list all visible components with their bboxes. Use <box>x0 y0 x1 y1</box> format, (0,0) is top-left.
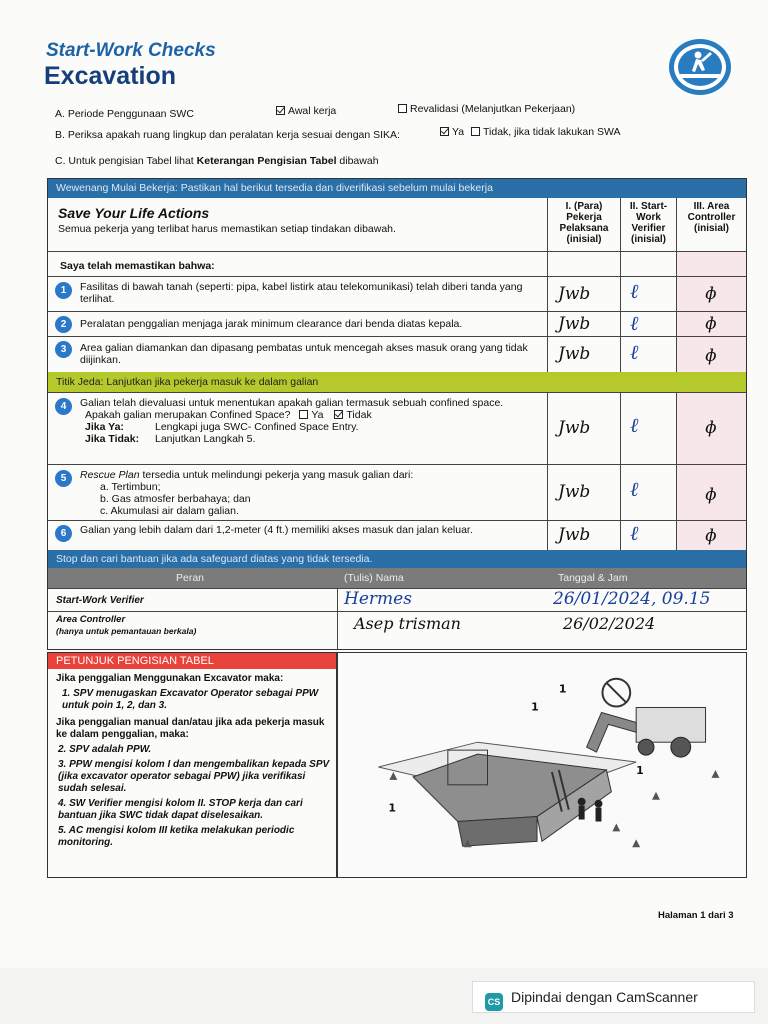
worker-signature-5: Jwb <box>558 482 591 502</box>
excavation-worker-logo <box>668 38 732 96</box>
svg-text:1: 1 <box>388 801 396 815</box>
instr-item-1: 1. SPV menugaskan Excavator Operator sebagai PPW untuk poin 1, 2, dan 3. <box>62 688 319 711</box>
check-row-5 <box>48 464 746 520</box>
role-header: Peran <box>176 572 205 584</box>
form-title: Start-Work Checks <box>46 40 216 61</box>
camscanner-logo-icon: CS <box>485 993 503 1011</box>
row-text-2: Peralatan penggalian menjaga jarak minimum clearance dari benda diatas kepala. <box>80 318 463 330</box>
row-number-1: 1 <box>55 282 72 299</box>
confirm-row <box>48 251 746 276</box>
form-subtitle: Excavation <box>44 62 177 90</box>
row-number-6: 6 <box>55 525 72 542</box>
scope-check-label: B. Periksa apakah ruang lingkup dan peralatan kerja sesuai dengan SIKA: <box>55 129 400 141</box>
confined-no-checkbox[interactable] <box>334 410 343 419</box>
instr-item-3: 3. PPW mengisi kolom I dan mengembalikan kepada SPV (jika excavator operator sebagai PPW) jika verifikasi sudah selesai. <box>58 759 330 794</box>
stop-bar: Stop dan cari bantuan jika ada safeguard diatas yang tidak tersedia. <box>48 550 746 568</box>
col-verifier-header: II. Start-Work Verifier (inisial) <box>629 201 668 245</box>
date-header: Tanggal & Jam <box>558 572 628 584</box>
check-row-1 <box>48 276 746 311</box>
period-option-revalidate[interactable] <box>398 103 575 115</box>
line-c-bold: Keterangan Pengisian Tabel <box>196 155 337 167</box>
table-header-row <box>48 198 746 251</box>
scope-yes-label: Ya <box>452 126 465 138</box>
controller-sign-row <box>48 611 746 650</box>
row-number-5: 5 <box>55 470 72 487</box>
row-number-3: 3 <box>55 341 72 358</box>
scope-no-label: Tidak, jika tidak lakukan SWA <box>483 126 621 138</box>
worker-signature-3: Jwb <box>558 344 591 364</box>
verifier-signature-3: ℓ <box>630 340 639 364</box>
verifier-signature-4: ℓ <box>630 413 639 437</box>
instr-p2: Jika penggalian manual dan/atau jika ada pekerja masuk ke dalam penggalian, maka: <box>56 717 325 740</box>
area-signature-6: ɸ <box>705 526 717 546</box>
svg-text:1: 1 <box>636 763 644 777</box>
table-instruction-line <box>55 155 379 167</box>
if-no-label: Jika Tidak: <box>85 433 140 445</box>
row5-line1 <box>80 469 540 481</box>
camscanner-watermark <box>472 981 755 1013</box>
worker-signature-6: Jwb <box>558 525 591 545</box>
worker-signature-4: Jwb <box>558 418 591 438</box>
verifier-signature-5: ℓ <box>630 477 639 501</box>
col-worker-header: I. (Para) Pekerja Pelaksana (inisial) <box>559 201 609 245</box>
instr-p1: Jika penggalian Menggunakan Excavator maka: <box>56 673 284 684</box>
row4-if-yes <box>80 421 540 433</box>
scope-yes-checkbox[interactable] <box>440 127 449 136</box>
row5-line1-text: tersedia untuk melindungi pekerja yang masuk galian dari: <box>139 469 414 481</box>
worker-signature-1: Jwb <box>558 284 591 304</box>
revalidate-label: Revalidasi (Melanjutkan Pekerjaan) <box>410 103 576 115</box>
check-row-4 <box>48 392 746 464</box>
row-text-3: Area galian diamankan dan dipasang pembatas untuk mencegah akses masuk orang yang tidak diijinkan. <box>80 342 528 366</box>
rescue-plan-label: Rescue Plan <box>80 469 140 481</box>
row-number-2: 2 <box>55 316 72 333</box>
controller-name[interactable]: Asep trisman <box>354 614 461 633</box>
row4-if-no <box>80 433 540 445</box>
svg-text:1: 1 <box>531 700 539 714</box>
area-signature-5: ɸ <box>705 485 717 505</box>
controller-date[interactable]: 26/02/2024 <box>563 614 656 633</box>
instructions-body <box>56 673 331 849</box>
period-label: A. Periode Penggunaan SWC <box>55 108 194 120</box>
row5-item-c: c. Akumulasi air dalam galian. <box>100 505 239 517</box>
verifier-signature-2: ℓ <box>630 311 639 335</box>
row5-item-b: b. Gas atmosfer berbahaya; dan <box>100 493 251 505</box>
verifier-name[interactable]: Hermes <box>344 589 412 609</box>
instr-item-5: 5. AC mengisi kolom III ketika melakukan periodic monitoring. <box>58 825 295 848</box>
verifier-signature-6: ℓ <box>630 521 639 545</box>
line-c-suffix: dibawah <box>336 155 379 167</box>
svg-text:1: 1 <box>558 682 567 696</box>
verifier-signature-1: ℓ <box>630 279 639 303</box>
page-number: Halaman 1 dari 3 <box>658 910 734 921</box>
col-area-header: III. Area Controller (inisial) <box>687 201 736 234</box>
area-signature-1: ɸ <box>705 284 717 304</box>
if-yes-text: Lengkapi juga SWC- Confined Space Entry. <box>155 421 359 433</box>
confined-yes-label: Ya <box>311 409 324 421</box>
row-text-5 <box>80 469 540 517</box>
scope-options[interactable] <box>440 126 621 138</box>
worker-signature-2: Jwb <box>558 314 591 334</box>
instructions-panel <box>47 652 337 878</box>
area-signature-2: ɸ <box>705 314 717 334</box>
line-c-prefix: C. Untuk pengisian Tabel lihat <box>55 155 197 167</box>
revalidate-checkbox[interactable] <box>398 104 407 113</box>
row4-question <box>80 409 540 421</box>
row-text-4 <box>80 397 540 445</box>
area-signature-3: ɸ <box>705 346 717 366</box>
row4-question-text: Apakah galian merupakan Confined Space? <box>85 409 291 421</box>
sign-header-row <box>48 568 746 588</box>
camscanner-text: Dipindai dengan CamScanner <box>511 989 698 1005</box>
start-work-label: Awal kerja <box>288 105 337 117</box>
confined-yes-checkbox[interactable] <box>299 410 308 419</box>
check-row-6 <box>48 520 746 550</box>
slr-description: Semua pekerja yang terlibat harus memastikan setiap tindakan dibawah. <box>58 223 396 235</box>
row4-line1: Galian telah dievaluasi untuk menentukan apakah galian termasuk sebuah confined space. <box>80 397 504 409</box>
verifier-date[interactable]: 26/01/2024, 09.15 <box>553 589 711 609</box>
confirm-label: Saya telah memastikan bahwa: <box>60 260 215 272</box>
check-row-3 <box>48 336 746 372</box>
check-row-2 <box>48 311 746 336</box>
row-number-4: 4 <box>55 398 72 415</box>
row-text-1: Fasilitas di bawah tanah (seperti: pipa, kabel listirk atau telekomunikasi) telah diberi tanda yang terlihat. <box>80 281 523 305</box>
scope-no-checkbox[interactable] <box>471 127 480 136</box>
instructions-title: PETUNJUK PENGISIAN TABEL <box>48 653 336 669</box>
controller-note: (hanya untuk pemantauan berkala) <box>56 626 197 636</box>
controller-role: Area Controller <box>56 614 126 625</box>
instr-item-4: 4. SW Verifier mengisi kolom II. STOP kerja dan cari bantuan jika SWC tidak dapat diselesaikan. <box>58 798 303 821</box>
start-work-checkbox[interactable] <box>276 106 285 115</box>
instr-item-2: 2. SPV adalah PPW. <box>58 744 152 755</box>
slr-title: Save Your Life Actions <box>58 205 210 221</box>
excavation-site-illustration <box>337 652 747 878</box>
name-header: (Tulis) Nama <box>344 572 404 584</box>
if-no-text: Lanjutkan Langkah 5. <box>155 433 256 445</box>
pause-point-bar: Titik Jeda: Lanjutkan jika pekerja masuk ke dalam galian <box>48 372 746 392</box>
checks-table <box>47 178 747 650</box>
verifier-role: Start-Work Verifier <box>56 595 144 606</box>
confined-no-label: Tidak <box>346 409 372 421</box>
period-option-start[interactable] <box>276 105 336 117</box>
row-text-6: Galian yang lebih dalam dari 1,2-meter (4 ft.) memiliki akses masuk dan jalan keluar. <box>80 524 473 536</box>
if-yes-label: Jika Ya: <box>85 421 124 433</box>
row5-item-a: a. Tertimbun; <box>100 481 161 493</box>
authority-bar: Wewenang Mulai Bekerja: Pastikan hal berikut tersedia dan diverifikasi sebelum mulai bekerja <box>48 179 746 198</box>
verifier-sign-row <box>48 588 746 611</box>
area-signature-4: ɸ <box>705 418 717 438</box>
